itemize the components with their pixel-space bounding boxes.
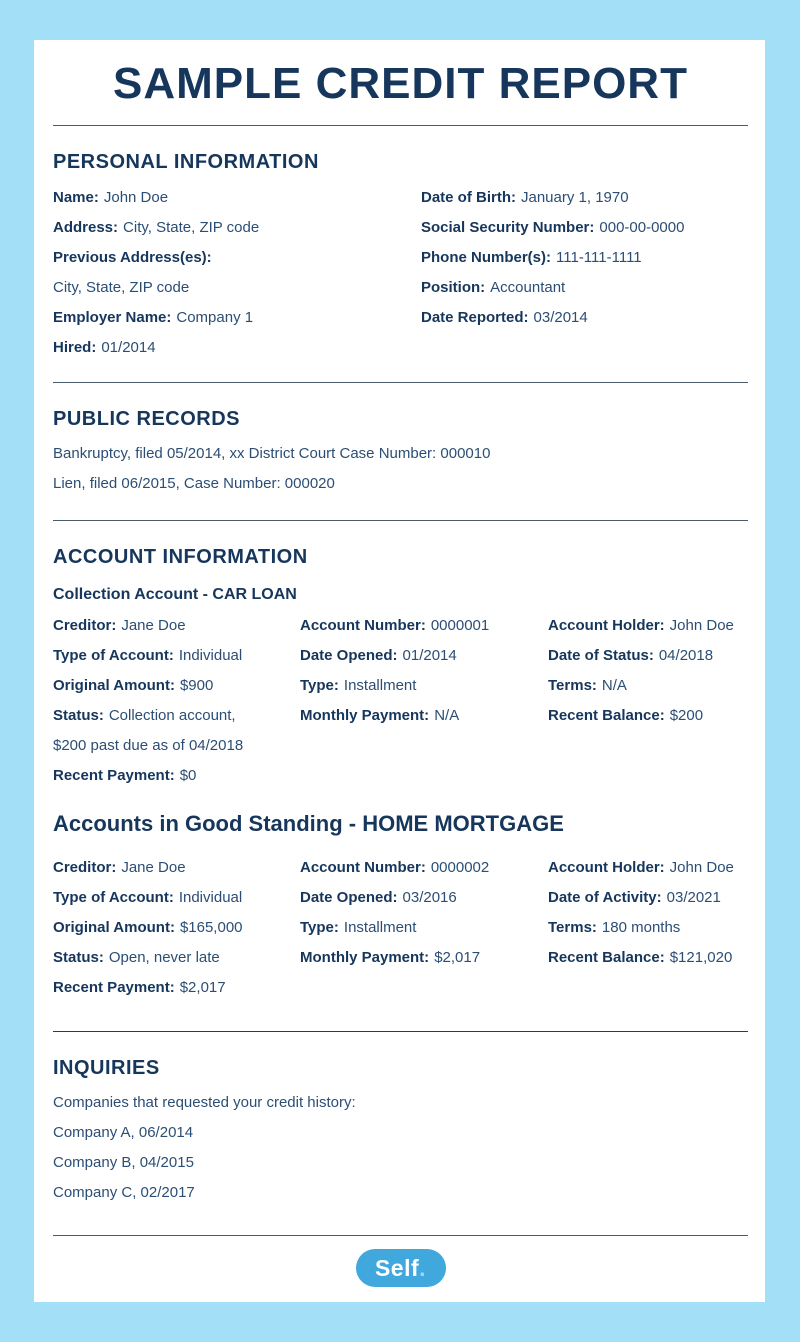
field-row bbox=[53, 883, 300, 913]
field-value: John Doe bbox=[669, 859, 734, 876]
public-records-list bbox=[53, 439, 748, 499]
inquiry-item: Company A, 06/2014 bbox=[53, 1124, 194, 1141]
field-label: Original Amount: bbox=[53, 677, 175, 694]
field-row bbox=[548, 641, 748, 671]
field-row bbox=[53, 303, 421, 333]
field-label: Monthly Payment: bbox=[300, 949, 430, 966]
field-label: Account Number: bbox=[300, 859, 426, 876]
field-row bbox=[548, 853, 748, 883]
field-label: Previous Address(es): bbox=[53, 249, 212, 266]
field-row bbox=[300, 943, 548, 973]
field-value: $2,017 bbox=[179, 979, 226, 996]
field-row bbox=[53, 973, 300, 1003]
field-row bbox=[548, 671, 748, 701]
field-row bbox=[53, 273, 421, 303]
inquiries-list bbox=[53, 1118, 748, 1208]
divider-after-personal bbox=[53, 382, 748, 383]
field-row bbox=[300, 641, 548, 671]
field-label: Terms: bbox=[548, 677, 597, 694]
field-row bbox=[421, 303, 748, 333]
home-mortgage-subheading: Accounts in Good Standing - HOME MORTGAGE bbox=[53, 811, 564, 836]
field-label: Type: bbox=[300, 677, 339, 694]
field-row bbox=[53, 913, 300, 943]
field-value: 03/2016 bbox=[402, 889, 457, 906]
field-label: Creditor: bbox=[53, 617, 117, 634]
field-label: Date Opened: bbox=[300, 889, 398, 906]
field-value: $900 bbox=[179, 677, 214, 694]
field-label: Date of Activity: bbox=[548, 889, 662, 906]
field-label: Hired: bbox=[53, 339, 97, 356]
field-label: Phone Number(s): bbox=[421, 249, 552, 266]
field-label: Date Reported: bbox=[421, 309, 529, 326]
field-label: Recent Payment: bbox=[53, 979, 175, 996]
report-card bbox=[34, 40, 765, 1302]
inquiries-intro: Companies that requested your credit history: bbox=[53, 1094, 356, 1111]
field-row bbox=[53, 761, 300, 791]
field-label: Original Amount: bbox=[53, 919, 175, 936]
field-value: 03/2014 bbox=[533, 309, 588, 326]
field-label: Account Number: bbox=[300, 617, 426, 634]
field-row bbox=[421, 213, 748, 243]
car-loan-column-2 bbox=[300, 611, 548, 791]
field-label: Recent Balance: bbox=[548, 949, 665, 966]
field-value: 0000001 bbox=[430, 617, 490, 634]
field-row bbox=[300, 611, 548, 641]
public-record-item: Bankruptcy, filed 05/2014, xx District Court Case Number: 000010 bbox=[53, 445, 491, 462]
field-row bbox=[53, 333, 421, 363]
field-row bbox=[300, 913, 548, 943]
divider-after-public-records bbox=[53, 520, 748, 521]
field-label: Account Holder: bbox=[548, 617, 665, 634]
field-label: Recent Payment: bbox=[53, 767, 175, 784]
divider-after-accounts bbox=[53, 1031, 748, 1032]
inquiry-item: Company C, 02/2017 bbox=[53, 1184, 195, 1201]
field-value: Open, never late bbox=[108, 949, 220, 966]
field-label: Employer Name: bbox=[53, 309, 172, 326]
field-row bbox=[53, 243, 421, 273]
home-mortgage-column-1 bbox=[53, 853, 300, 1003]
self-logo-text: Self bbox=[374, 1255, 420, 1281]
field-label: Status: bbox=[53, 949, 104, 966]
field-label: Position: bbox=[421, 279, 486, 296]
field-label: Recent Balance: bbox=[548, 707, 665, 724]
public-record-item: Lien, filed 06/2015, Case Number: 000020 bbox=[53, 475, 335, 492]
field-row bbox=[421, 183, 748, 213]
field-row bbox=[53, 943, 300, 973]
field-value: 03/2021 bbox=[666, 889, 721, 906]
field-value: $200 bbox=[669, 707, 704, 724]
field-value: 01/2014 bbox=[402, 647, 457, 664]
field-row bbox=[53, 641, 300, 671]
field-value: Company 1 bbox=[176, 309, 254, 326]
field-row bbox=[53, 183, 421, 213]
field-label: Account Holder: bbox=[548, 859, 665, 876]
inquiries-list-wrap bbox=[53, 1088, 748, 1208]
field-label: Date of Birth: bbox=[421, 189, 516, 206]
field-value: $165,000 bbox=[179, 919, 243, 936]
field-row bbox=[421, 273, 748, 303]
field-row bbox=[548, 943, 748, 973]
field-value: Accountant bbox=[490, 279, 566, 296]
car-loan-column-3 bbox=[548, 611, 748, 791]
field-row bbox=[53, 611, 300, 641]
page-title: SAMPLE CREDIT REPORT bbox=[113, 59, 688, 108]
public-records-heading: PUBLIC RECORDS bbox=[53, 408, 241, 430]
field-value: January 1, 1970 bbox=[521, 189, 629, 206]
field-value: 01/2014 bbox=[101, 339, 156, 356]
field-value: 180 months bbox=[601, 919, 681, 936]
field-row bbox=[53, 853, 300, 883]
field-row bbox=[548, 913, 748, 943]
personal-information-right-column bbox=[421, 183, 748, 363]
field-label: Type: bbox=[300, 919, 339, 936]
field-label: Address: bbox=[53, 219, 119, 236]
account-home-mortgage bbox=[53, 853, 748, 1003]
field-row bbox=[300, 883, 548, 913]
field-value: $2,017 bbox=[434, 949, 481, 966]
field-row bbox=[53, 731, 300, 761]
inquiry-item: Company B, 04/2015 bbox=[53, 1154, 194, 1171]
field-label: Type of Account: bbox=[53, 647, 174, 664]
field-row bbox=[300, 671, 548, 701]
car-loan-subheading: Collection Account - CAR LOAN bbox=[53, 586, 297, 603]
field-value: John Doe bbox=[103, 189, 169, 206]
inquiries-heading: INQUIRIES bbox=[53, 1057, 160, 1079]
field-row bbox=[548, 701, 748, 731]
home-mortgage-column-2 bbox=[300, 853, 548, 1003]
field-value: Jane Doe bbox=[121, 617, 186, 634]
field-value: City, State, ZIP code bbox=[123, 219, 260, 236]
field-label: Type of Account: bbox=[53, 889, 174, 906]
field-row bbox=[300, 701, 548, 731]
divider-before-footer bbox=[53, 1235, 748, 1236]
field-value: Installment bbox=[343, 677, 417, 694]
field-row bbox=[548, 883, 748, 913]
personal-information-grid bbox=[53, 183, 748, 363]
account-information-heading: ACCOUNT INFORMATION bbox=[53, 546, 308, 568]
field-row bbox=[300, 853, 548, 883]
car-loan-column-1 bbox=[53, 611, 300, 791]
field-label: Status: bbox=[53, 707, 104, 724]
field-value: 0000002 bbox=[430, 859, 490, 876]
field-value: Individual bbox=[178, 647, 243, 664]
field-value: $121,020 bbox=[669, 949, 733, 966]
self-logo[interactable] bbox=[356, 1249, 446, 1287]
divider-under-title bbox=[53, 125, 748, 126]
field-label: Name: bbox=[53, 189, 99, 206]
account-car-loan bbox=[53, 611, 748, 791]
field-value: Collection account, bbox=[108, 707, 236, 724]
field-label: Date of Status: bbox=[548, 647, 654, 664]
personal-information-left-column bbox=[53, 183, 421, 363]
personal-information-heading: PERSONAL INFORMATION bbox=[53, 151, 319, 173]
field-value: Installment bbox=[343, 919, 417, 936]
field-value: N/A bbox=[434, 707, 460, 724]
field-label: Social Security Number: bbox=[421, 219, 595, 236]
field-label: Terms: bbox=[548, 919, 597, 936]
field-value: Jane Doe bbox=[121, 859, 186, 876]
field-row bbox=[53, 213, 421, 243]
field-value: N/A bbox=[601, 677, 627, 694]
field-value: 000-00-0000 bbox=[599, 219, 685, 236]
field-row bbox=[53, 671, 300, 701]
field-row bbox=[421, 243, 748, 273]
field-label: Creditor: bbox=[53, 859, 117, 876]
field-value: 04/2018 bbox=[658, 647, 714, 664]
footer bbox=[53, 1249, 748, 1287]
field-value: City, State, ZIP code bbox=[53, 279, 190, 296]
field-label: Date Opened: bbox=[300, 647, 398, 664]
field-row bbox=[53, 701, 300, 731]
field-value: $0 bbox=[179, 767, 197, 784]
field-value: John Doe bbox=[669, 617, 734, 634]
field-value: 111-111-1111 bbox=[556, 249, 642, 266]
field-value: $200 past due as of 04/2018 bbox=[53, 737, 244, 754]
home-mortgage-column-3 bbox=[548, 853, 748, 1003]
self-logo-dot: . bbox=[419, 1255, 427, 1281]
field-row bbox=[548, 611, 748, 641]
field-label: Monthly Payment: bbox=[300, 707, 430, 724]
field-value: Individual bbox=[178, 889, 243, 906]
